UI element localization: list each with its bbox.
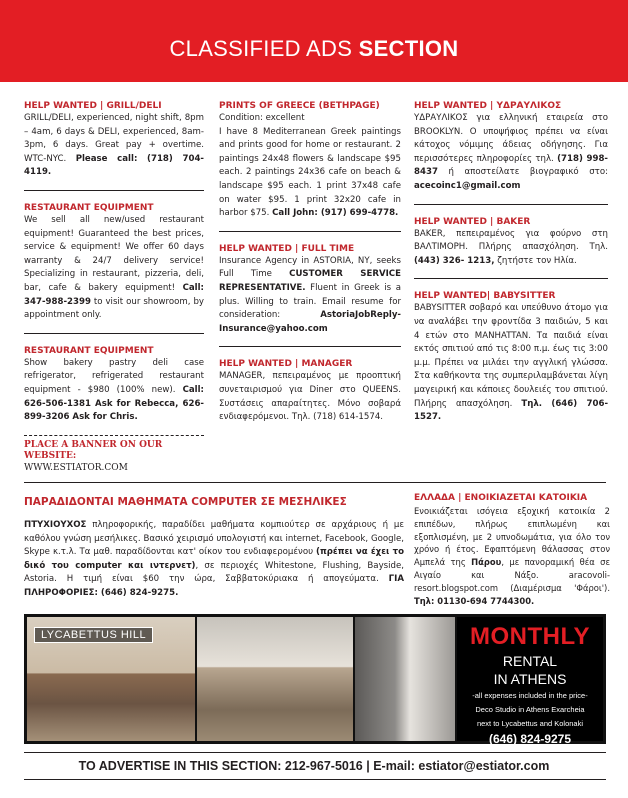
footer-label: TO ADVERTISE IN THIS SECTION:	[78, 759, 285, 773]
ad-position: CUSTOMER SERVICE REPRESENTATIVE.	[219, 269, 401, 293]
banner-url[interactable]: WWW.ESTIATOR.COM	[24, 462, 128, 473]
divider	[219, 346, 401, 347]
title-light: CLASSIFIED ADS	[169, 36, 359, 61]
promo-in-athens: IN ATHENS	[493, 671, 567, 687]
ad-text: , σε περιοχές Whitestone, Flushing, Bayside, Astoria. Η τιμή είναι $60 την ώρα, Σαββατοκύριακα ή απογεύματα.	[24, 560, 404, 584]
footer-email[interactable]: E-mail: estiator@estiator.com	[373, 759, 550, 773]
ad-note: (πρέπει να έχει το δικό του computer και ιντερνετ)	[24, 547, 405, 571]
rental-body	[414, 505, 610, 607]
divider	[24, 333, 204, 334]
ad-phone: ΓΙΑ ΠΛΗΡΟΦΟΡΙΕΣ: (646) 824-9275.	[24, 574, 404, 598]
computer-lessons-heading: ΠΑΡΑΔΙΔΟΝΤΑΙ ΜΑΘΗΜΑΤΑ COMPUTER ΣΕ ΜΕΣΗΛΙΚΕΣ	[24, 496, 347, 508]
header-bar	[0, 0, 628, 82]
column-3	[414, 101, 608, 435]
footer-phone: 212-967-5016	[284, 759, 363, 773]
ad-heading: PRINTS OF GREECE (BETHPAGE)	[219, 101, 380, 111]
ad-place: Πάρου	[471, 557, 502, 568]
ad-text: ή αποστείλατε βιογραφικό στο:	[437, 167, 608, 178]
ad-phone: Τηλ. (646) 706-1527.	[414, 398, 609, 423]
ad-text: GRILL/DELI, experienced, night shift, 8pm – 4am, 6 days & DELI, experienced, 8am-3pm, 6 days. Great pay + overtime. WTC-NYC.	[24, 113, 204, 164]
ad-phone: Please call: (718) 704-4119.	[24, 153, 204, 178]
divider	[414, 278, 608, 279]
ad-body	[414, 302, 608, 424]
ad-body: MANAGER, πεπειραμένος με προοπτική συνεταιρισμού για Diner στο QUEENS. Συστάσεις απαραίτητες. Μόνο σοβαρά ενδιαφερόμενοι. Τηλ. (718) 614-1574.	[219, 371, 401, 423]
ad-body	[24, 357, 204, 425]
ad-babysitter	[414, 291, 608, 424]
photo-label: LYCABETTUS HILL	[34, 627, 153, 643]
ad-text: ζητήστε τον Ηλία.	[494, 255, 577, 266]
rental-promo-banner[interactable]	[24, 614, 606, 744]
ad-body	[414, 228, 608, 269]
banner-call: PLACE A BANNER ON OUR WEBSITE:	[24, 439, 163, 461]
ad-text: to visit our showroom, by appointment only.	[24, 296, 204, 321]
ad-text: Ενοικιάζεται ισόγεια εξοχική κατοικία 2 επιπέδων, πλήρως επιπλωμένη και εξοπλισμένη, με 2 υπνοδωμάτια, για όλο τον χρόνο ή έτος. Εφαπτόμενη θάλασσας στον Αμπελά της	[414, 506, 610, 568]
ad-body	[24, 112, 204, 180]
divider	[24, 190, 204, 191]
section-divider	[24, 482, 606, 483]
footer-rule-top	[24, 752, 606, 753]
promo-line: Deco Studio in Athens Exarcheia	[475, 705, 585, 714]
column-1	[24, 101, 204, 474]
bathroom-photo	[355, 617, 455, 741]
ad-heading: HELP WANTED | FULL TIME	[219, 243, 355, 254]
ad-text: Fluent in Greek is a plus. Willing to train. Email resume for consideration:	[219, 282, 401, 321]
promo-rental: RENTAL	[502, 653, 558, 669]
ad-grill-deli	[24, 101, 204, 180]
ad-text: , με πανοραμική θέα σε Αιγαίο και Νάξο. aracovoli-resort.blogspot.com (Διαμέρισμα 'Φάροι').	[414, 557, 611, 593]
ad-body	[24, 214, 204, 323]
footer	[0, 759, 628, 773]
promo-line: next to Lycabettus and Kolonaki	[476, 719, 584, 728]
ad-heading: HELP WANTED | BAKER	[414, 216, 531, 227]
footer-rule-bottom	[24, 779, 606, 780]
divider	[219, 231, 401, 232]
living-room-photo	[27, 617, 195, 741]
ad-plumber	[414, 101, 608, 194]
promo-monthly: MONTHLY	[470, 623, 590, 650]
ad-text: Condition: excellent I have 8 Mediterranean Greek paintings and prints good for home or restaurant. 2 paintings 24x48 flowers & landscape $95 each. 2 paintings 24x36 cafe on beach & landscape $95 each. 1 print 37x48 cafe on water $95. 1 print 32x20 cafe in harbor $75.	[219, 113, 401, 219]
ad-baker	[414, 217, 608, 269]
ad-heading: HELP WANTED | ΥΔΡΑΥΛΙΚΟΣ	[414, 101, 562, 111]
ad-text: We sell all new/used restaurant equipment! Guaranteed the best prices, service & equipment! We offer 60 days warranty & 24/7 delivery service! Specializing in restaurant, pizzeria, deli, bar, cafe & bakery equipment!	[24, 214, 204, 293]
ad-text: BAKER, πεπειραμένος για φούρνο στη ΒΑΛΤΙΜΟΡΗ. Πλήρης απασχόληση. Τηλ.	[414, 228, 608, 253]
divider	[414, 204, 608, 205]
ad-email-link[interactable]: acecoinc1@gmail.com	[414, 180, 521, 191]
computer-lessons-body	[24, 519, 404, 600]
title-bold: SECTION	[358, 36, 459, 61]
rental-promo	[457, 617, 603, 746]
ad-phone: Call John: (917) 699-4778.	[272, 208, 399, 219]
ad-restaurant-equipment-2	[24, 346, 204, 425]
ad-heading: HELP WANTED | GRILL/DELI	[24, 101, 162, 111]
ad-heading: HELP WANTED| BABYSITTER	[414, 291, 556, 302]
promo-line: -all expenses included in the price-	[472, 691, 588, 700]
ad-body	[414, 112, 608, 194]
ad-full-time	[219, 244, 401, 337]
ad-phone: Τηλ: 01130-694 7744300.	[414, 595, 535, 606]
ad-text: ΥΔΡΑΥΛΙΚΟΣ για ελληνική εταιρεία στο BROOKLYN. Ο υποψήφιος πρέπει να είναι κάτοχος νόμιμης άδειας οδήγησης. Για περισσότερες πληροφορίες τηλ.	[414, 113, 608, 164]
ad-phone: (718) 998-8437	[414, 153, 608, 178]
ad-lead: ΠΤΥΧΙΟΥΧΟΣ	[24, 520, 87, 530]
ad-heading: RESTAURANT EQUIPMENT	[24, 202, 154, 213]
divider	[24, 435, 204, 436]
ad-text: Insurance Agency in ASTORIA, NY, seeks Full Time	[219, 255, 401, 280]
footer-separator: |	[362, 759, 374, 773]
ad-text: BABYSITTER σοβαρό και υπεύθυνο άτομο για να αναλάβει την φροντίδα 3 παιδιών, 5 και 4 ετών στο MANHATTAN. Τα παιδιά είναι εκτός σπιτιού από τις 8:00 π.μ. έως τις 3:00 μ.μ. Πρέπει να μιλάει την αγγλική γλώσσα. Στα καθήκοντα της συμπεριλαμβάνεται λίγη μαγειρική και κάποιες δουλειές του σπιτιού. Πλήρης απασχόληση.	[414, 303, 608, 409]
ad-restaurant-equipment-1	[24, 203, 204, 323]
ad-prints-of-greece	[219, 101, 401, 221]
ad-heading: HELP WANTED | MANAGER	[219, 359, 353, 370]
ad-text: πληροφορικής, παραδίδει μαθήματα κομπιούτερ σε αρχάριους ή με καθόλου γνώση μεσήλικες. Βασικό χειρισμό υπολογιστή και internet, Facebook, Google, Skype κ.τ.λ. Τα μαθ. παραδίδονται κατ' οίκον του ενδιαφερομένου	[24, 520, 404, 557]
ad-text: Show bakery pastry deli case refrigerator, refrigerated restaurant equipment - $980 (100% new).	[24, 357, 204, 395]
rental-heading: ΕΛΛΑΔΑ | ΕΝΟΙΚΙΑΖΕΤΑΙ ΚΑΤΟΙΚΙΑ	[414, 493, 588, 503]
ad-email-link[interactable]: AstoriaJobReply-Insurance@yahoo.com	[219, 310, 401, 334]
ad-manager	[219, 359, 401, 424]
ad-heading: RESTAURANT EQUIPMENT	[24, 345, 154, 356]
column-2	[219, 101, 401, 435]
kitchen-photo	[197, 617, 353, 741]
ad-body	[219, 112, 401, 221]
section-title	[0, 36, 628, 62]
ad-phone: Call: 626-506-1381 Ask for Rebecca, 626-899-3206 Ask for Chris.	[24, 384, 204, 423]
ad-body	[219, 255, 401, 337]
promo-phone: (646) 824-9275	[488, 732, 572, 746]
ad-phone: (443) 326- 1213,	[414, 255, 495, 266]
ad-phone: Call: 347-988-2399	[24, 282, 204, 307]
